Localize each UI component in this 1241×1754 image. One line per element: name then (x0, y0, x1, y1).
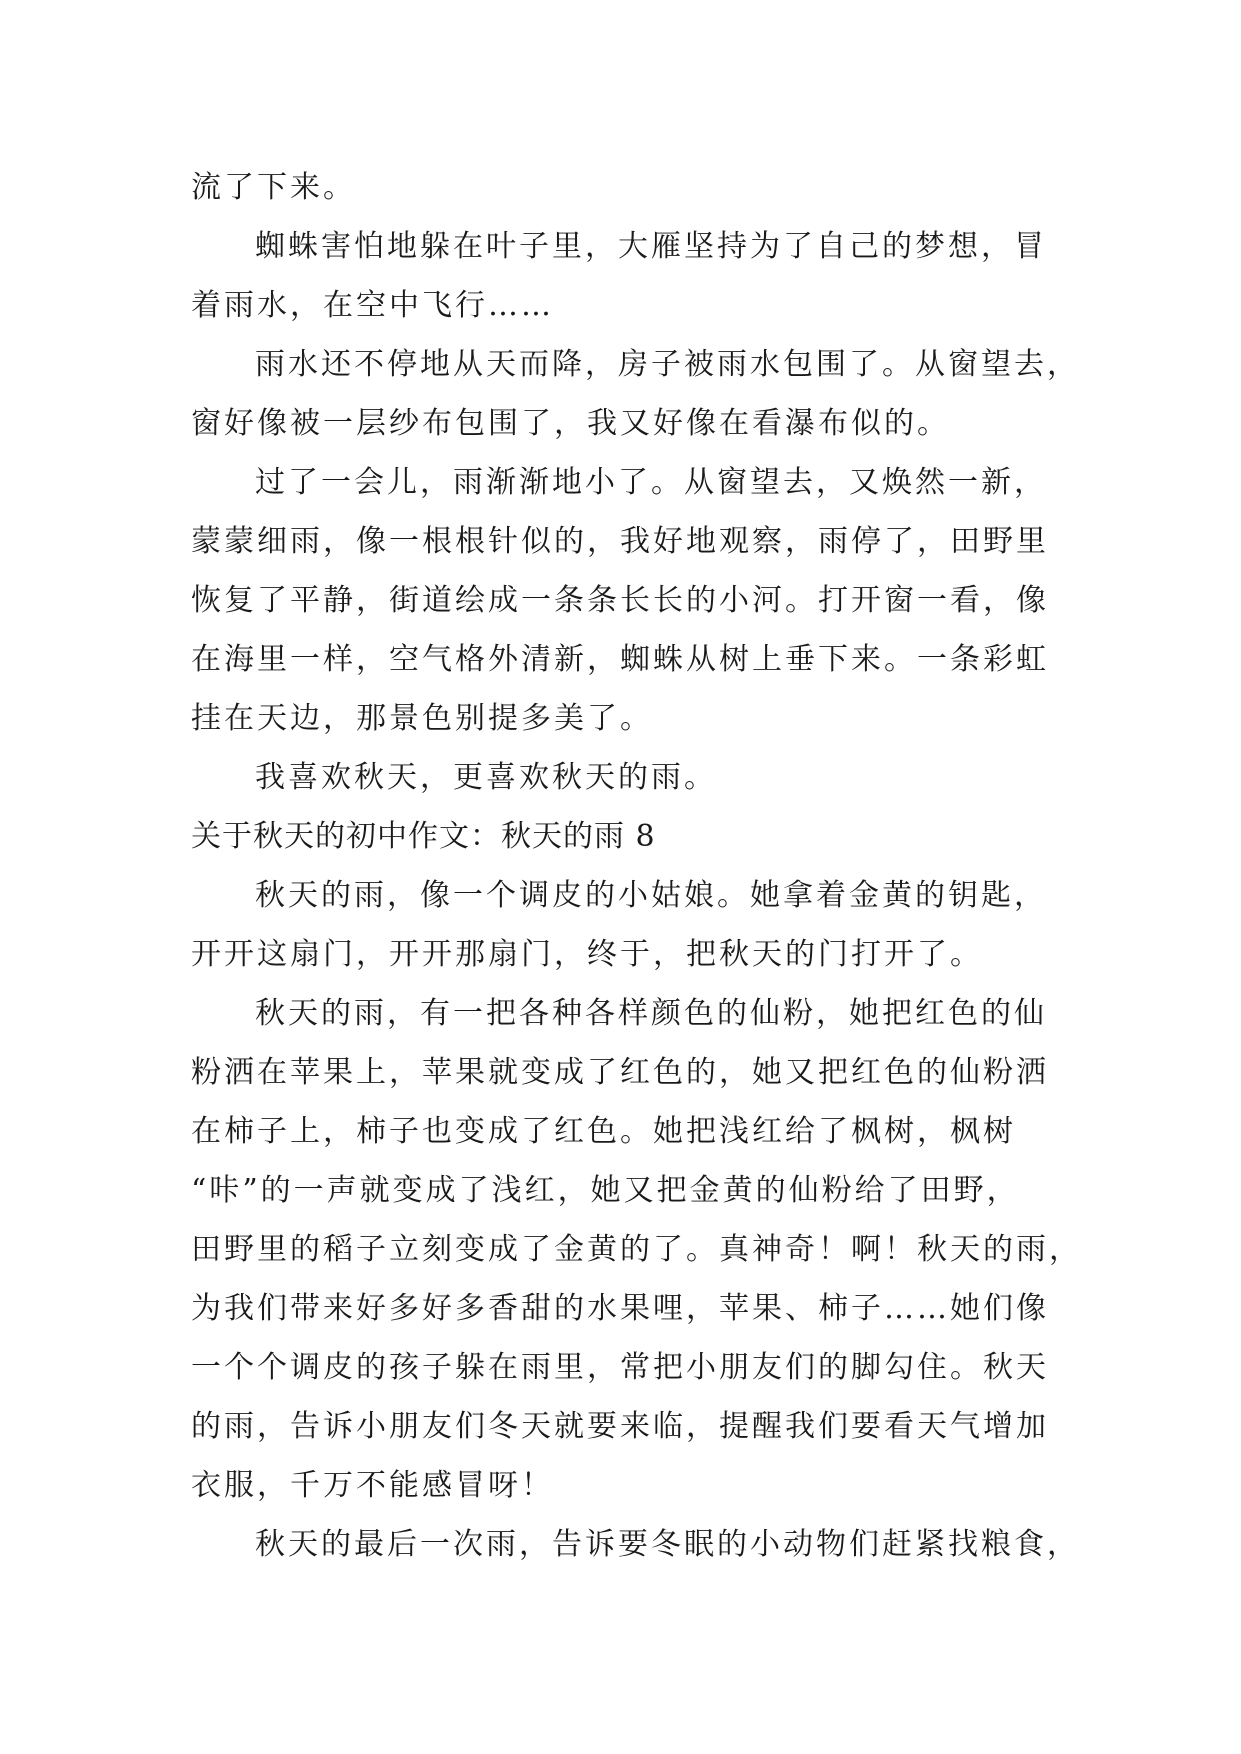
paragraph-start-line: 雨水还不停地从天而降，房子被雨水包围了。从窗望去， (255, 347, 1080, 382)
text-line: 着雨水，在空中飞行…… (191, 288, 554, 323)
text-line: 衣服，千万不能感冒呀！ (191, 1468, 554, 1503)
text-line: 粉洒在苹果上，苹果就变成了红色的，她又把红色的仙粉洒 (191, 1055, 1049, 1090)
section-heading: 关于秋天的初中作文：秋天的雨 8 (191, 819, 656, 854)
paragraph-start-line: 蜘蛛害怕地躲在叶子里，大雁坚持为了自己的梦想，冒 (255, 229, 1047, 264)
paragraph-start-line: 我喜欢秋天，更喜欢秋天的雨。 (255, 760, 717, 795)
text-line: 蒙蒙细雨，像一根根针似的，我好地观察，雨停了，田野里 (191, 524, 1049, 559)
text-line: 流了下来。 (191, 170, 356, 205)
text-line: 的雨，告诉小朋友们冬天就要来临，提醒我们要看天气增加 (191, 1409, 1049, 1444)
text-line: 在海里一样，空气格外清新，蜘蛛从树上垂下来。一条彩虹 (191, 642, 1049, 677)
text-line: 田野里的稻子立刻变成了金黄的了。真神奇！啊！秋天的雨， (191, 1232, 1082, 1267)
text-line: 窗好像被一层纱布包围了，我又好像在看瀑布似的。 (191, 406, 950, 441)
paragraph-start-line: 秋天的最后一次雨，告诉要冬眠的小动物们赶紧找粮食， (255, 1527, 1080, 1562)
essay-text (191, 158, 1082, 1574)
paragraph-start-line: 秋天的雨，像一个调皮的小姑娘。她拿着金黄的钥匙， (255, 878, 1047, 913)
text-line: 挂在天边，那景色别提多美了。 (191, 701, 653, 736)
paragraph-start-line: 秋天的雨，有一把各种各样颜色的仙粉，她把红色的仙 (255, 996, 1047, 1031)
text-line: 恢复了平静，街道绘成一条条长长的小河。打开窗一看，像 (191, 583, 1049, 618)
text-line: 为我们带来好多好多香甜的水果哩，苹果、柿子……她们像 (191, 1291, 1049, 1326)
text-line: 开开这扇门，开开那扇门，终于，把秋天的门打开了。 (191, 937, 983, 972)
text-line: 一个个调皮的孩子躲在雨里，常把小朋友们的脚勾住。秋天 (191, 1350, 1049, 1385)
paragraph-start-line: 过了一会儿，雨渐渐地小了。从窗望去，又焕然一新， (255, 465, 1047, 500)
text-line: 在柿子上，柿子也变成了红色。她把浅红给了枫树，枫树 (191, 1114, 1016, 1149)
text-line: “咔”的一声就变成了浅红，她又把金黄的仙粉给了田野， (191, 1173, 1020, 1208)
